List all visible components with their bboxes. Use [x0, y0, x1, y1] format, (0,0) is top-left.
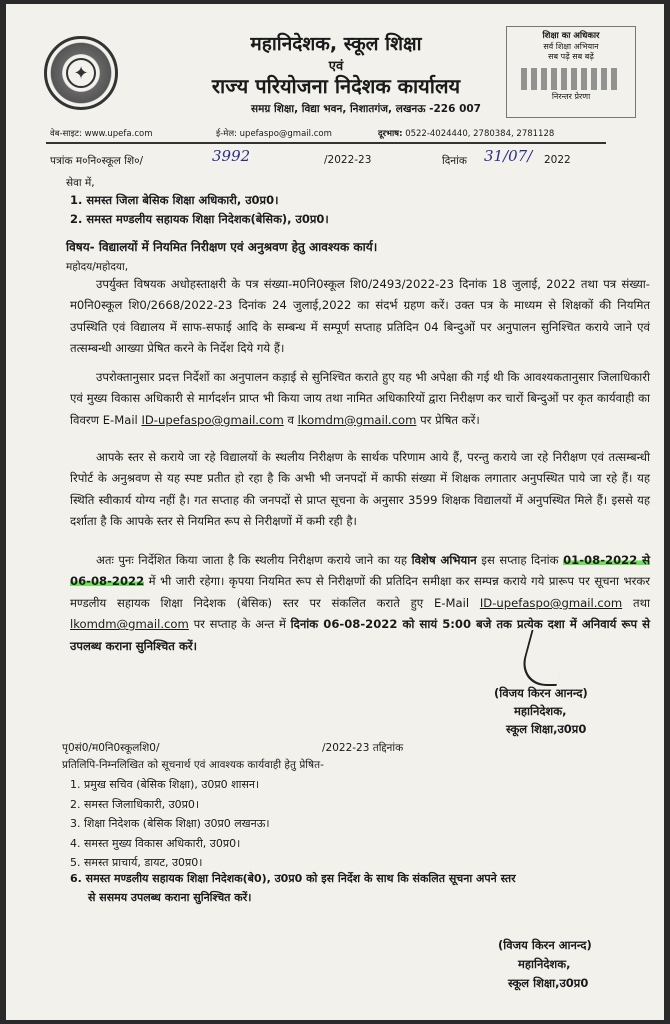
phone-label: दूरभाष: — [378, 129, 403, 139]
ref-date-label: दिनांक — [442, 155, 467, 167]
ref-number: 3992 — [212, 147, 251, 165]
endorsement-list — [70, 775, 270, 873]
phone-numbers: 0522-4024440, 2780384, 2781128 — [405, 129, 555, 139]
to-item-2: 2. समस्त मण्डलीय सहायक शिक्षा निदेशक(बेसिक), उ0प्र0। — [70, 212, 329, 226]
badge-line-3: सब पढ़ें सब बढ़ें — [548, 51, 594, 61]
signature2-name: (विजय किरन आनन्द) — [498, 938, 592, 952]
badge-line-4: निरन्तर प्रेरणा — [551, 91, 591, 101]
p2-text-b: व — [287, 412, 294, 427]
p4-email-1[interactable]: ID-upefaspo@gmail.com — [479, 595, 623, 610]
p2-email-2[interactable]: lkomdm@gmail.com — [297, 412, 417, 427]
signature2-dept: स्कूल शिक्षा,उ0प्र0 — [508, 976, 589, 990]
to-item-1: 1. समस्त जिला बेसिक शिक्षा अधिकारी, उ0प्र0। — [70, 193, 279, 207]
paragraph-3: आपके स्तर से कराये जा रहे विद्यालयों के स्थलीय निरीक्षण के सार्थक परिणाम आये हैं, परन्तु कराये जा रहे निरीक्षण एवं तत्सम्बन्धी रिपोर्ट के अनुश्रवण से यह स्पष्ट प्रतीत हो रहा है कि अभी भी जनपदों में काफी संख्या में शिक्षक लगातार अनुपस्थित पाये जा रहे हैं। यह स्थिति स्वीकार्य योग्य नहीं है। गत सप्ताह की जनपदों से प्राप्त सूचना के अनुसार 3599 शिक्षक विद्यालयों में अनुपस्थित मिले हैं। इससे यह दर्शाता है कि आपके स्तर से नियमित रूप से निरीक्षणों में कमी रही है। — [70, 450, 650, 529]
p4-text-e: पर सप्ताह के अन्त में — [193, 617, 286, 632]
header-line-2: एवं — [328, 59, 344, 74]
email-label: ई-मेल: — [216, 129, 237, 139]
email-info — [216, 128, 332, 139]
email-link[interactable]: upefaspo@gmail.com — [239, 129, 332, 139]
paragraph-2 — [70, 367, 650, 431]
endorsement-ref: पृ0सं0/म0नि0स्कूलशि0/ — [62, 742, 160, 754]
signature1-name: (विजय किरन आनन्द) — [494, 686, 588, 700]
up-government-seal-icon — [44, 36, 118, 110]
p4-email-2[interactable]: lkomdm@gmail.com — [70, 617, 189, 632]
endorsement-item-2: 2. समस्त जिलाधिकारी, उ0प्र0। — [70, 797, 200, 811]
signature2-title: महानिदेशक, — [518, 957, 571, 971]
website-label: वेब-साइट: — [50, 129, 82, 139]
endorsement-year: /2022-23 तद्दिनांक — [322, 742, 404, 754]
children-figure-icon — [521, 68, 621, 90]
endorsement-item-6-line-2: से ससमय उपलब्ध कराना सुनिश्चित करें। — [88, 891, 252, 904]
endorsement-item-5: 5. समस्त प्राचार्य, डायट, उ0प्र0। — [70, 856, 203, 869]
endorsement-item-3: 3. शिक्षा निदेशक (बेसिक शिक्षा) उ0प्र0 लखनऊ। — [70, 817, 270, 830]
header-line-3: राज्य परियोजना निदेशक कार्यालय — [211, 74, 461, 98]
salutation: महोदय/महोदया, — [66, 261, 129, 273]
p4-bold-campaign: विशेष अभियान — [411, 553, 477, 567]
p4-highlighted-dates: 01-08-2022 से 06-08-2022 — [70, 553, 651, 589]
endorsement-intro: प्रतिलिपि-निम्नलिखित को सूचनार्थ एवं आवश्यक कार्यवाही हेतु प्रेषित- — [62, 759, 324, 771]
ref-label: पत्रांक म०नि०स्कूल शि०/ — [50, 155, 144, 167]
phone-info — [378, 128, 554, 139]
badge-line-2: सर्व शिक्षा अभियान — [543, 41, 599, 51]
p2-text-c: पर प्रेषित करें। — [420, 412, 480, 427]
signature1-title: महानिदेशक, — [514, 704, 567, 718]
endorsement-item-1: 1. प्रमुख सचिव (बेसिक शिक्षा), उ0प्र0 शासन। — [70, 778, 260, 791]
to-label: सेवा में, — [66, 177, 95, 189]
website-info — [50, 128, 152, 139]
p4-text-a: अतः पुनः निर्देशित किया जाता है कि स्थलीय निरीक्षण कराये जाने का यह — [96, 553, 408, 567]
rte-ssa-logo — [506, 26, 636, 118]
seal-emblem-icon: ✦ — [66, 58, 96, 88]
p4-text-c: में भी जारी रहेगा। कृपया नियमित रूप से निरीक्षणों की प्रतिदिन समीक्षा कर सम्पन्न कराये गये प्रारूप पर सूचना भरकर मण्डलीय सहायक शिक्षा निदेशक (बेसिक) स्तर पर संकलित कराते हुए E-Mail — [70, 574, 650, 610]
p4-text-b: इस सप्ताह दिनांक — [481, 553, 559, 567]
endorsement-item-4: 4. समस्त मुख्य विकास अधिकारी, उ0प्र0। — [70, 836, 241, 850]
subject-line: विषय- विद्यालयों में नियमित निरीक्षण एवं अनुश्रवण हेतु आवश्यक कार्य। — [66, 240, 378, 254]
header-address: समग्र शिक्षा, विद्या भवन, निशातगंज, लखनऊ -226 007 — [251, 103, 481, 115]
website-link[interactable]: www.upefa.com — [84, 129, 153, 139]
ref-date: 31/07/ — [484, 147, 533, 165]
signature1-dept: स्कूल शिक्षा,उ0प्र0 — [506, 722, 587, 736]
header-line-1: महानिदेशक, स्कूल शिक्षा — [250, 33, 422, 55]
letter-sheet — [6, 4, 664, 1020]
badge-line-1: शिक्षा का अधिकार — [542, 31, 600, 41]
p2-email-1[interactable]: ID-upefaspo@gmail.com — [141, 412, 284, 427]
ref-date-year: 2022 — [544, 154, 571, 166]
p2-text-a: उपरोक्तानुसार प्रदत्त निर्देशों का अनुपालन कड़ाई से सुनिश्चित कराते हुए यह भी अपेक्षा की गई थी कि आवश्यकतानुसार जिलाधिकारी एवं मुख्य विकास अधिकारी से मार्गदर्शन प्राप्त भी किया जाय तथा नामित अधिकारियों द्वारा निरीक्षण कर चारों बिन्दुओं पर कृत कार्यवाही का विवरण E-Mail — [70, 370, 650, 427]
ref-year: /2022-23 — [324, 154, 372, 166]
endorsement-item-6-line-1: 6. समस्त मण्डलीय सहायक शिक्षा निदेशक(बे0), उ0प्र0 को इस निर्देश के साथ कि संकलित सूचना अपने स्तर — [70, 872, 516, 885]
paragraph-1: उपर्युक्त विषयक अधोहस्ताक्षरी के पत्र संख्या-म0नि0स्कूल शि0/2493/2022-23 दिनांक 18 जुलाई, 2022 तथा पत्र संख्या-म0नि0स्कूल शि0/2668/2022-23 दिनांक 24 जुलाई,2022 का संदर्भ ग्रहण करें। उक्त पत्र के माध्यम से शिक्षकों की नियमित उपस्थिति एवं विद्यालय में साफ-सफाई आदि के सम्बन्ध में सम्पूर्ण सप्ताह प्रतिदिन 04 बिन्दुओं पर अनुपालन सुनिश्चित कराये जाने एवं तत्सम्बन्धी आख्या प्रेषित करने के निर्देश दिये गये हैं। — [70, 277, 650, 356]
header-divider — [46, 142, 606, 144]
p4-text-d: तथा — [632, 595, 650, 610]
p4-bold-deadline: दिनांक 06-08-2022 को सायं 5:00 बजे तक प्रत्येक दशा में अनिवार्य रूप से उपलब्ध कराना सुनिश्चित करें। — [70, 617, 650, 653]
